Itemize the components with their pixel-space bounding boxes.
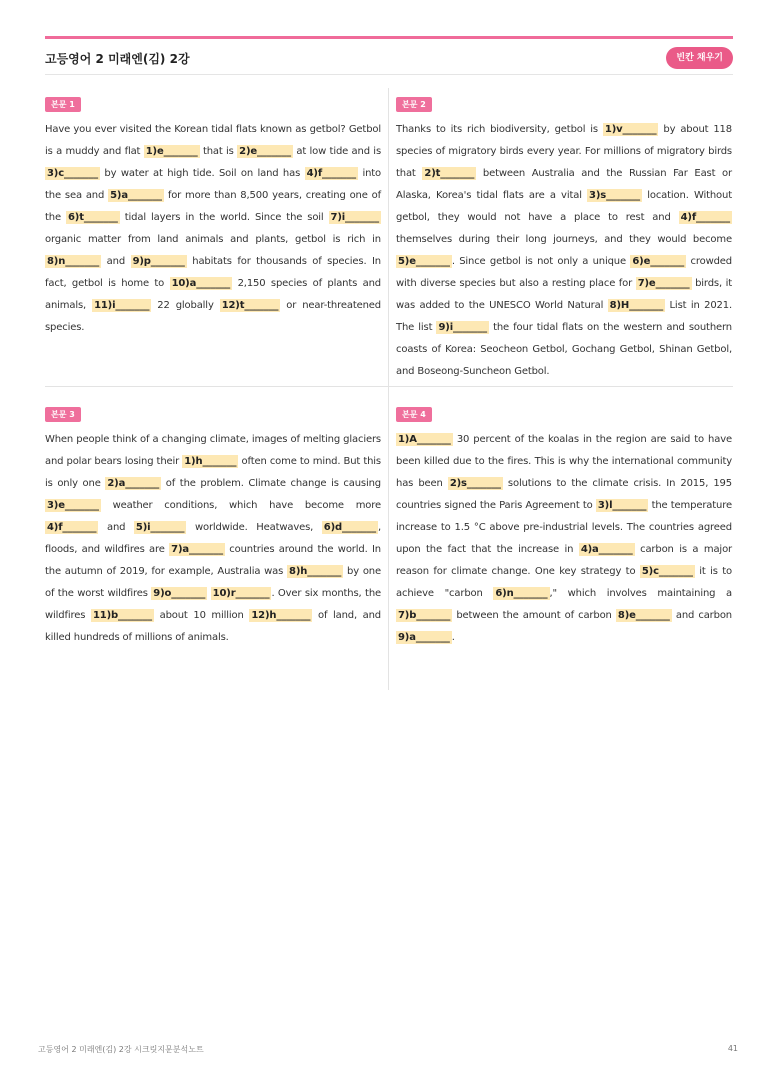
passage-run: . xyxy=(451,632,455,643)
passage-run: that is xyxy=(199,146,238,157)
passage-run: crowded with diverse species but also a resting place for xyxy=(396,256,732,289)
passage-section-4 xyxy=(396,402,732,649)
passage-run: . Since getbol is not only a unique xyxy=(451,256,631,267)
passage-run: solutions to the climate crisis. In 2015, 195 countries signed the Paris Agreement to xyxy=(396,478,732,511)
section-badge: 본문 2 xyxy=(396,97,432,112)
passage-run: Thanks to its rich biodiversity, getbol is xyxy=(396,124,603,135)
passage-run: often come to mind. But this is only one xyxy=(45,456,381,489)
passage-run: at low tide and is xyxy=(292,146,382,157)
passage-run: of the problem. Climate change is causing xyxy=(161,478,381,489)
answer-blank[interactable]: 7)e_______ xyxy=(637,278,690,289)
answer-blank[interactable]: 11)i_______ xyxy=(94,300,150,311)
answer-blank[interactable]: 9)i_______ xyxy=(438,322,487,333)
column-divider xyxy=(388,88,389,690)
answer-blank[interactable]: 11)b_______ xyxy=(92,610,152,621)
passage-run: the temperature increase to 1.5 °C above pre-industrial levels. The countries agreed upon the fact that the increase in xyxy=(396,500,732,555)
section-badge: 본문 1 xyxy=(45,97,81,112)
answer-blank[interactable]: 2)a_______ xyxy=(107,478,160,489)
header-divider xyxy=(45,74,733,75)
passage-run: tidal layers in the world. Since the soil xyxy=(119,212,329,223)
passage-run: , floods, and wildfires are xyxy=(45,522,382,555)
answer-blank[interactable]: 10)r_______ xyxy=(212,588,270,599)
passage-run: 2,150 species of plants and animals, xyxy=(45,278,381,311)
answer-blank[interactable]: 7)a_______ xyxy=(171,544,223,555)
passage-run: between Australia and the Russian Far East or Alaska, Korea's tidal flats are a vital xyxy=(396,168,732,201)
answer-blank[interactable]: 1)h_______ xyxy=(184,456,237,467)
passage-run: by about 118 species of migratory birds every year. For millions of migratory birds that xyxy=(396,124,732,179)
answer-blank[interactable]: 6)e_______ xyxy=(632,256,685,267)
answer-blank[interactable]: 3)e_______ xyxy=(47,500,99,511)
answer-blank[interactable]: 1)A_______ xyxy=(398,434,451,445)
answer-blank[interactable]: 8)H_______ xyxy=(609,300,664,311)
row-divider xyxy=(45,386,733,387)
answer-blank[interactable]: 4)f_______ xyxy=(306,168,356,179)
passage-run: location. Without getbol, they would not have a place to rest and xyxy=(396,190,732,223)
answer-blank[interactable]: 8)n_______ xyxy=(47,256,100,267)
answer-blank[interactable]: 9)p_______ xyxy=(132,256,185,267)
passage-section-1 xyxy=(45,92,381,339)
passage-run: worldwide. Heatwaves, xyxy=(186,522,322,533)
answer-blank[interactable]: 2)s_______ xyxy=(449,478,501,489)
answer-blank[interactable]: 9)a_______ xyxy=(398,632,450,643)
passage-run: and xyxy=(101,256,131,267)
passage-run: themselves during their long journeys, and they would become xyxy=(396,234,732,245)
answer-blank[interactable]: 10)a_______ xyxy=(171,278,231,289)
section-badge: 본문 4 xyxy=(396,407,432,422)
answer-blank[interactable]: 5)a_______ xyxy=(110,190,162,201)
answer-blank[interactable]: 7)i_______ xyxy=(330,212,380,223)
answer-blank[interactable]: 4)f_______ xyxy=(47,522,97,533)
passage-run: Have you ever visited the Korean tidal flats known as getbol? Getbol is a muddy and flat xyxy=(45,124,381,157)
passage-section-2 xyxy=(396,92,732,383)
answer-blank[interactable]: 5)i_______ xyxy=(135,522,185,533)
footer-book-title: 고등영어 2 미래엔(김) 2강 시크릿지문분석노트 xyxy=(38,1045,204,1054)
passage-run: for more than 8,500 years, creating one of the xyxy=(45,190,381,223)
answer-blank[interactable]: 6)n_______ xyxy=(495,588,548,599)
passage-run: or near-threatened species. xyxy=(45,300,381,333)
passage-run: by one of the worst wildfires xyxy=(45,566,381,599)
passage-run: the four tidal flats on the western and southern coasts of Korea: Seocheon Getbol, Gochang Getbol, Shinan Getbol, and Boseong-Suncheon Getbol. xyxy=(396,322,732,377)
passage-run: weather conditions, which have become more xyxy=(100,500,381,511)
answer-blank[interactable]: 1)e_______ xyxy=(145,146,198,157)
answer-blank[interactable]: 9)o_______ xyxy=(153,588,206,599)
passage-run: of land, and killed hundreds of millions of animals. xyxy=(45,610,382,643)
passage-run: and xyxy=(98,522,134,533)
passage-run: into the sea and xyxy=(45,168,381,201)
answer-blank[interactable]: 12)h_______ xyxy=(251,610,311,621)
answer-blank[interactable]: 2)e_______ xyxy=(239,146,291,157)
answer-blank[interactable]: 5)e_______ xyxy=(398,256,450,267)
passage-run: about 10 million xyxy=(153,610,250,621)
passage-run: countries around the world. In the autumn of 2019, for example, Australia was xyxy=(45,544,381,577)
answer-blank[interactable]: 4)a_______ xyxy=(580,544,633,555)
passage-section-3 xyxy=(45,402,381,649)
fill-in-blank-mode-button[interactable]: 빈칸 채우기 xyxy=(666,47,733,69)
answer-blank[interactable]: 7)b_______ xyxy=(398,610,451,621)
passage-run: between the amount of carbon xyxy=(452,610,616,621)
section-badge: 본문 3 xyxy=(45,407,81,422)
answer-blank[interactable]: 4)f_______ xyxy=(680,212,730,223)
passage-text xyxy=(45,429,381,649)
passage-run: . Over six months, the wildfires xyxy=(45,588,382,621)
answer-blank[interactable]: 3)s_______ xyxy=(589,190,641,201)
answer-blank[interactable]: 8)h_______ xyxy=(289,566,342,577)
passage-text xyxy=(396,119,732,383)
page-header xyxy=(45,45,733,73)
answer-blank[interactable]: 1)v_______ xyxy=(604,124,657,135)
passage-run: carbon is a major reason for climate change. One key strategy to xyxy=(396,544,732,577)
passage-run: When people think of a changing climate, images of melting glaciers and polar bears losing their xyxy=(45,434,381,467)
answer-blank[interactable]: 2)t_______ xyxy=(424,168,475,179)
passage-run: organic matter from land animals and plants, getbol is rich in xyxy=(45,234,381,245)
page-title: 고등영어 2 미래엔(김) 2강 xyxy=(45,52,190,66)
answer-blank[interactable]: 5)c_______ xyxy=(641,566,693,577)
passage-run: by water at high tide. Soil on land has xyxy=(99,168,305,179)
passage-run: List in 2021. The list xyxy=(396,300,732,333)
passage-run: ," which involves maintaining a xyxy=(549,588,732,599)
passage-text xyxy=(45,119,381,339)
answer-blank[interactable]: 8)e_______ xyxy=(617,610,670,621)
passage-run: it is to achieve "carbon xyxy=(396,566,732,599)
top-accent-rule xyxy=(45,36,733,39)
passage-run: birds, it was added to the UNESCO World Natural xyxy=(396,278,733,311)
passage-run: habitats for thousands of species. In fact, getbol is home to xyxy=(45,256,381,289)
passage-run: 22 globally xyxy=(151,300,220,311)
answer-blank[interactable]: 3)l_______ xyxy=(597,500,647,511)
passage-run: and carbon xyxy=(671,610,732,621)
answer-blank[interactable]: 6)d_______ xyxy=(323,522,376,533)
answer-blank[interactable]: 12)t_______ xyxy=(221,300,279,311)
answer-blank[interactable]: 3)c_______ xyxy=(47,168,98,179)
passage-text xyxy=(396,429,732,649)
page-number: 41 xyxy=(727,1044,738,1053)
passage-run: 30 percent of the koalas in the region are said to have been killed due to the fires. This is why the international community has been xyxy=(396,434,732,489)
answer-blank[interactable]: 6)t_______ xyxy=(67,212,118,223)
